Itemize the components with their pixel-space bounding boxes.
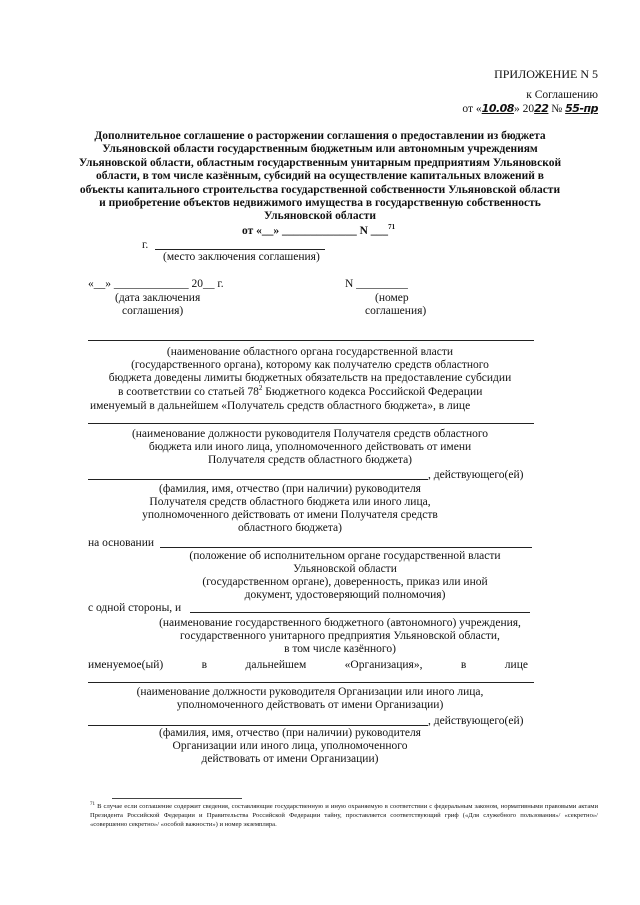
- title-line: области, в том числе казённым, субсидий на осуществление капитальных вложений в: [96, 170, 544, 183]
- title-line: Дополнительное соглашение о расторжении соглашения о предоставлении из бюджета: [94, 130, 546, 142]
- article-text-2: Бюджетного кодекса Российской Федерации: [262, 386, 483, 398]
- word: в: [460, 659, 467, 671]
- recipient-name-field: [88, 340, 534, 341]
- caption-line: Получателя средств областного бюджета или иного лица,: [149, 496, 431, 508]
- caption-line: бюджета доведены лимиты бюджетных обязательств на предоставление субсидии: [108, 372, 512, 384]
- word: лице: [504, 659, 528, 671]
- conclusion-date-field: «__» _____________ 20__ г.: [88, 278, 224, 290]
- basis-caption: [150, 550, 540, 602]
- organization-position-field: [88, 682, 534, 683]
- one-side-label: с одной стороны, и: [88, 602, 182, 614]
- caption-line: (государственного органа), которому как получателю средств областного: [131, 359, 489, 371]
- caption-line: (наименование областного органа государственной власти: [166, 346, 454, 358]
- organization-caption: [130, 617, 550, 656]
- caption-line: (государственном органе), доверенность, приказ или иной: [202, 576, 488, 588]
- recipient-caption: [70, 346, 550, 385]
- caption-line: уполномоченного действовать от имени Получателя средств: [142, 509, 438, 521]
- caption-line: (наименование должности руководителя Организации или иного лица,: [136, 686, 484, 698]
- appendix-date-number: [462, 102, 598, 116]
- caption-line: областного бюджета): [238, 522, 342, 534]
- word: «Организация»,: [344, 659, 423, 671]
- handwritten-number: 55-пр: [565, 102, 598, 115]
- caption-line: бюджета или иного лица, уполномоченного действовать от имени: [148, 441, 472, 453]
- caption-line: в том числе казённого): [284, 643, 396, 655]
- basis-label: на основании: [88, 537, 155, 549]
- number-caption: (номер: [375, 292, 409, 304]
- footnote-ref: 71: [388, 223, 396, 232]
- caption-line: (фамилия, имя, отчество (при наличии) руководителя: [159, 483, 421, 495]
- caption-line: уполномоченного действовать от имени Организации): [176, 699, 444, 711]
- recipient-fio-field: [88, 479, 428, 480]
- title-line: Ульяновской области, областным государственным унитарным предприятиям Ульяновской: [78, 156, 562, 169]
- date-caption: (дата заключения: [115, 292, 201, 304]
- place-caption: (место заключения соглашения): [163, 251, 320, 263]
- organization-position-caption: [70, 686, 550, 712]
- handwritten-date: 10.08: [481, 102, 514, 115]
- article-sup: 2: [258, 384, 263, 393]
- date-prefix: от «: [462, 103, 482, 115]
- acting-label: , действующего(ей): [428, 469, 524, 481]
- document-title: [50, 130, 590, 224]
- acting-label-2: , действующего(ей): [428, 715, 524, 727]
- caption-line: (наименование государственного бюджетного (автономного) учреждения,: [159, 617, 521, 629]
- word: дальнейшем: [245, 659, 307, 671]
- organization-fio-caption: [90, 727, 490, 766]
- agreement-date-number-line: [242, 225, 395, 238]
- budget-code-reference: [118, 386, 482, 399]
- caption-line: Организации или иного лица, уполномоченного: [172, 740, 408, 752]
- caption-line: Получателя средств областного бюджета): [207, 454, 413, 466]
- fio-caption: [90, 483, 490, 535]
- caption-line: (фамилия, имя, отчество (при наличии) руководителя: [159, 727, 421, 739]
- caption-line: документ, удостоверяющий полномочия): [244, 589, 446, 601]
- number-prefix: №: [548, 103, 566, 115]
- footnote-text: В случае если соглашение содержит сведения, составляющие государственную и иную охраняемую в соответствии с федеральным законом, нормативными правовыми актами Президента Российской Федерации и Правительства Российской Федерации тайну, проставляется соответствующий гриф («Для служебного пользования»/ «секретно»/ «совершенно секретно»/ «особой важности») и номер экземпляра.: [90, 803, 598, 828]
- appendix-title: ПРИЛОЖЕНИЕ N 5: [494, 67, 598, 81]
- place-field: [155, 249, 325, 250]
- appendix-agreement-ref: к Соглашению: [526, 89, 598, 101]
- named-organization-line: [88, 659, 528, 672]
- handwritten-year: 22: [534, 102, 549, 115]
- caption-line: действовать от имени Организации): [201, 753, 379, 765]
- caption-line: Ульяновской области: [293, 563, 397, 575]
- footnote-mark: 71: [90, 801, 95, 807]
- footnote: [90, 802, 598, 829]
- organization-name-field: [190, 612, 530, 613]
- word: именуемое(ый): [88, 659, 164, 671]
- organization-fio-field: [88, 725, 428, 726]
- recipient-position-field: [88, 423, 534, 424]
- agreement-number-field: N _________: [345, 278, 408, 290]
- title-line: Ульяновской области государственным бюджетным или автономным учреждениям: [102, 143, 538, 156]
- named-recipient-line: именуемый в дальнейшем «Получатель средств областного бюджета», в лице: [90, 400, 471, 412]
- title-line: объекты капитального строительства государственной собственности Ульяновской области: [79, 183, 561, 196]
- basis-field: [160, 547, 532, 548]
- place-prefix: г.: [142, 239, 149, 251]
- position-caption: [70, 428, 550, 467]
- date-caption: соглашения): [122, 305, 184, 317]
- article-text: в соответствии со статьей 78: [118, 386, 259, 398]
- footnote-separator: [112, 798, 242, 799]
- caption-line: (положение об исполнительном органе государственной власти: [189, 550, 501, 562]
- title-line: Ульяновской области: [264, 210, 376, 223]
- title-line: и приобретение объектов недвижимого имущества в государственную собственность: [99, 197, 541, 210]
- number-caption: соглашения): [365, 305, 427, 317]
- date-mid: » 20: [513, 103, 535, 115]
- word: в: [201, 659, 208, 671]
- date-number-text: от «__» _____________ N ___: [242, 225, 389, 237]
- caption-line: (наименование должности руководителя Получателя средств областного: [131, 428, 489, 440]
- caption-line: государственного унитарного предприятия Ульяновской области,: [180, 630, 500, 642]
